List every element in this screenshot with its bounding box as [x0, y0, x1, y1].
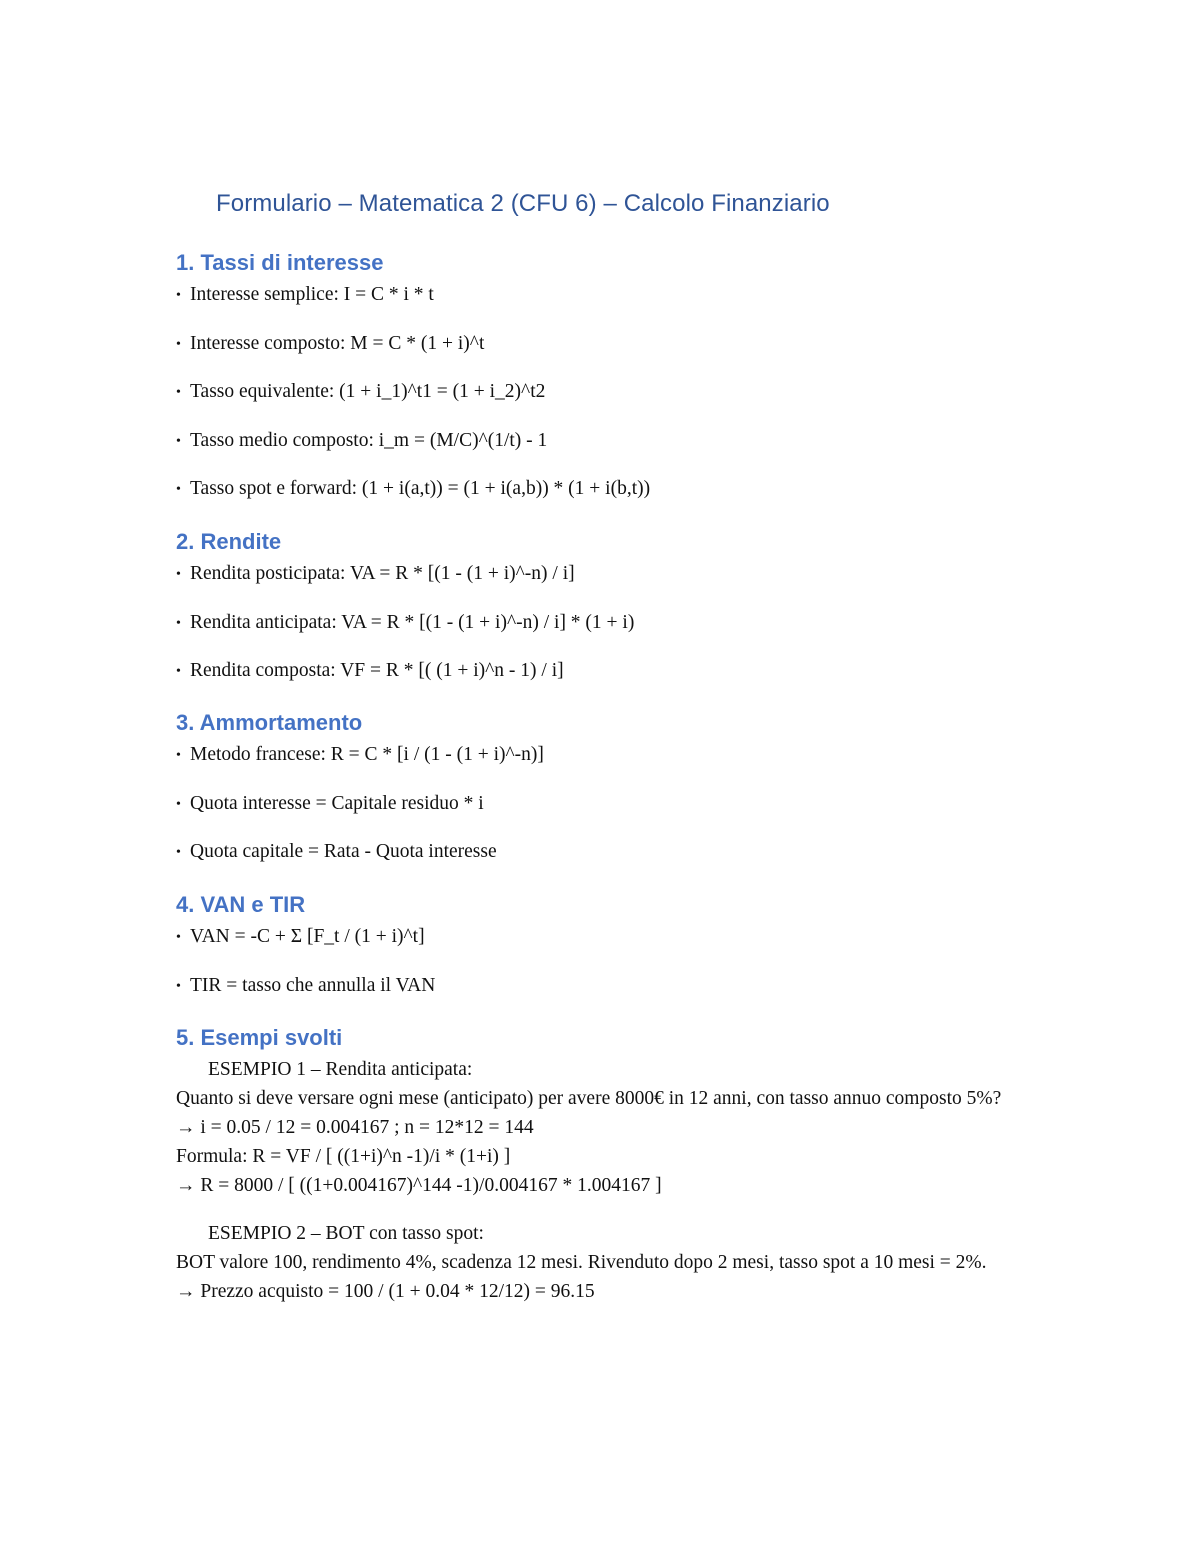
example-separator: [176, 1200, 1036, 1219]
example-result: → Prezzo acquisto = 100 / (1 + 0.04 * 12/12) = 96.15: [176, 1281, 595, 1302]
example-question: Quanto si deve versare ogni mese (anticipato) per avere 8000€ in 12 anni, con tasso annuo composto 5%?: [176, 1088, 1002, 1109]
document-title: Formulario – Matematica 2 (CFU 6) – Calcolo Finanziario: [216, 190, 830, 217]
section-esempi-svolti: [176, 1021, 1036, 1306]
section-rendite: [176, 525, 1036, 705]
formula-tir: • TIR = tasso che annulla il VAN: [176, 971, 1036, 1020]
formula-list: [176, 922, 1036, 1019]
section-ammortamento: [176, 706, 1036, 886]
section-tassi-di-interesse: [176, 246, 1036, 523]
example-result: → R = 8000 / [ ((1+0.004167)^144 -1)/0.004167 * 1.004167 ]: [176, 1175, 662, 1196]
formula-rendita-composta: • Rendita composta: VF = R * [( (1 + i)^n - 1) / i]: [176, 656, 1036, 705]
formula-rendita-anticipata: • Rendita anticipata: VA = R * [(1 - (1 + i)^-n) / i] * (1 + i): [176, 608, 1036, 657]
formula-tasso-equivalente: • Tasso equivalente: (1 + i_1)^t1 = (1 + i_2)^t2: [176, 377, 1036, 426]
formula-list: [176, 280, 1036, 523]
example-question: BOT valore 100, rendimento 4%, scadenza 12 mesi. Rivenduto dopo 2 mesi, tasso spot a 10 mesi = 2%.: [176, 1252, 987, 1273]
formula-quota-interesse: • Quota interesse = Capitale residuo * i: [176, 789, 1036, 838]
section-heading: 1. Tassi di interesse: [176, 250, 384, 275]
section-heading: 3. Ammortamento: [176, 710, 363, 735]
formula-tasso-medio-composto: • Tasso medio composto: i_m = (M/C)^(1/t) - 1: [176, 426, 1036, 475]
example-1: [176, 1055, 1036, 1200]
section-van-e-tir: [176, 888, 1036, 1019]
section-heading: 5. Esempi svolti: [176, 1025, 343, 1050]
example-step: → i = 0.05 / 12 = 0.004167 ; n = 12*12 = 144: [176, 1117, 534, 1138]
formula-list: [176, 740, 1036, 886]
example-title: ESEMPIO 1 – Rendita anticipata:: [208, 1059, 473, 1080]
formula-rendita-posticipata: • Rendita posticipata: VA = R * [(1 - (1 + i)^-n) / i]: [176, 559, 1036, 608]
section-heading: 4. VAN e TIR: [176, 892, 306, 917]
formula-interesse-composto: • Interesse composto: M = C * (1 + i)^t: [176, 329, 1036, 378]
formula-van: • VAN = -C + Σ [F_t / (1 + i)^t]: [176, 922, 1036, 971]
example-title: ESEMPIO 2 – BOT con tasso spot:: [208, 1223, 484, 1244]
section-heading: 2. Rendite: [176, 529, 282, 554]
example-formula: Formula: R = VF / [ ((1+i)^n -1)/i * (1+i) ]: [176, 1146, 511, 1167]
formula-tasso-spot-forward: • Tasso spot e forward: (1 + i(a,t)) = (1 + i(a,b)) * (1 + i(b,t)): [176, 474, 1036, 523]
formula-list: [176, 559, 1036, 705]
formula-metodo-francese: • Metodo francese: R = C * [i / (1 - (1 + i)^-n)]: [176, 740, 1036, 789]
formula-interesse-semplice: • Interesse semplice: I = C * i * t: [176, 280, 1036, 329]
formula-quota-capitale: • Quota capitale = Rata - Quota interesse: [176, 837, 1036, 886]
example-2: [176, 1219, 1036, 1306]
